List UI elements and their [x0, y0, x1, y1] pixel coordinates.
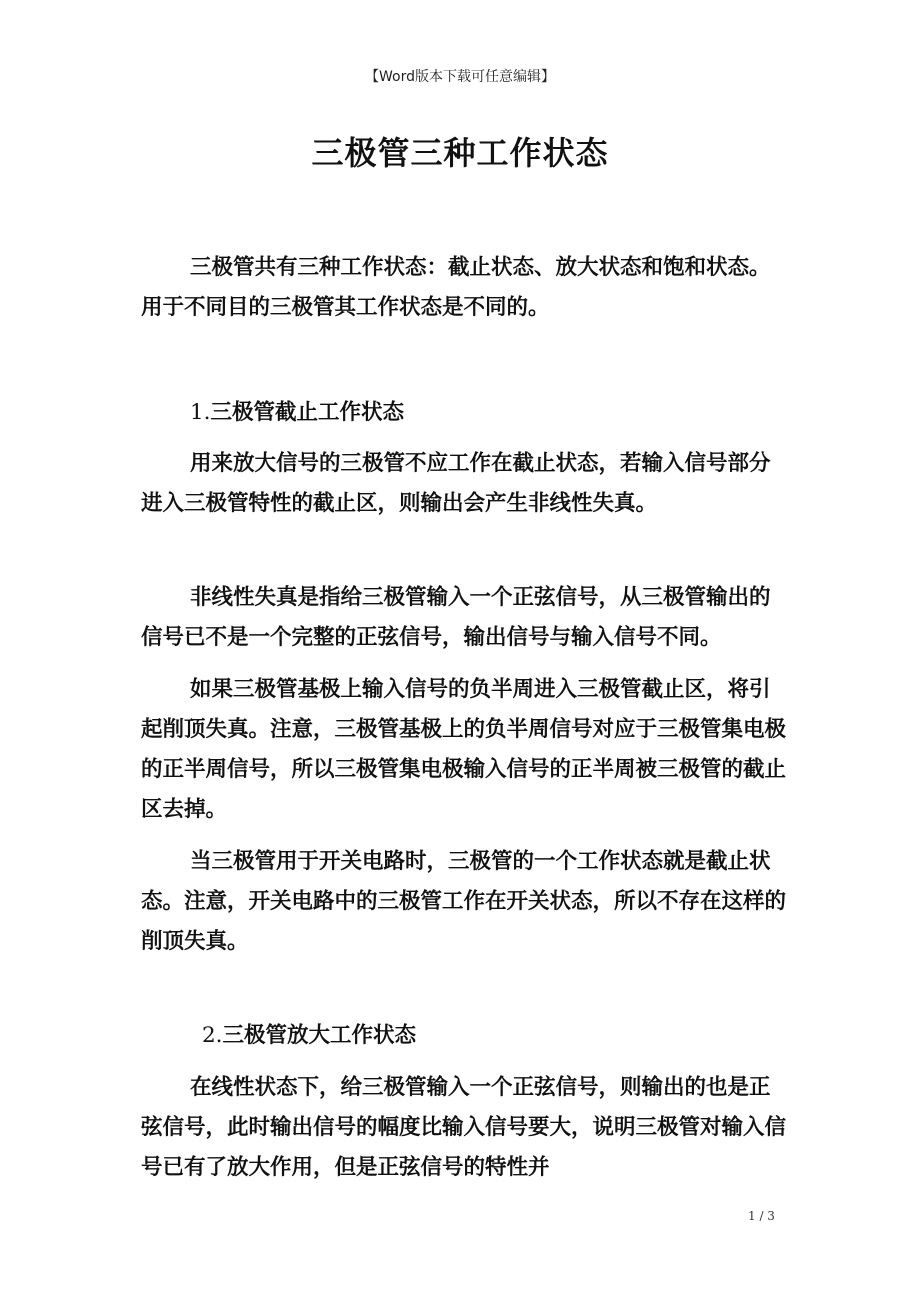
section1-heading	[190, 393, 404, 433]
section1-paragraph-2: 非线性失真是指给三极管输入一个正弦信号，从三极管输出的信号已不是一个完整的正弦信号，输出信号与输入信号不同。	[141, 585, 771, 650]
header-note: 【Word版本下载可任意编辑】	[365, 69, 555, 85]
section1-paragraph-1: 用来放大信号的三极管不应工作在截止状态，若输入信号部分进入三极管特性的截止区，则输出会产生非线性失真。	[141, 451, 771, 516]
document-title: 三极管三种工作状态	[311, 134, 609, 172]
section1-number: 1.	[190, 400, 211, 425]
section1-paragraph-4: 当三极管用于开关电路时，三极管的一个工作状态就是截止状态。注意，开关电路中的三极管工作在开关状态，所以不存在这样的削顶失真。	[141, 849, 787, 954]
page-number: 1 / 3	[748, 1209, 775, 1223]
section1-heading-text: 三极管截止工作状态	[210, 400, 405, 425]
section1-block-a	[141, 444, 791, 524]
section2-number: 2.	[202, 1023, 223, 1048]
section2-paragraph-1: 在线性状态下，给三极管输入一个正弦信号，则输出的也是正弦信号，此时输出信号的幅度比输入信号要大，说明三极管对输入信号已有了放大作用，但是正弦信号的特性并	[141, 1075, 787, 1180]
section2-block	[141, 1068, 791, 1188]
section2-heading	[202, 1016, 416, 1056]
section1-block-b	[141, 578, 791, 962]
section2-heading-text: 三极管放大工作状态	[222, 1023, 417, 1048]
intro-paragraph: 三极管共有三种工作状态：截止状态、放大状态和饱和状态。用于不同目的三极管其工作状态是不同的。	[141, 255, 771, 320]
intro-block	[141, 248, 791, 328]
section1-paragraph-3: 如果三极管基极上输入信号的负半周进入三极管截止区，将引起削顶失真。注意，三极管基极上的负半周信号对应于三极管集电极的正半周信号，所以三极管集电极输入信号的正半周被三极管的截止区去掉。	[141, 677, 787, 822]
